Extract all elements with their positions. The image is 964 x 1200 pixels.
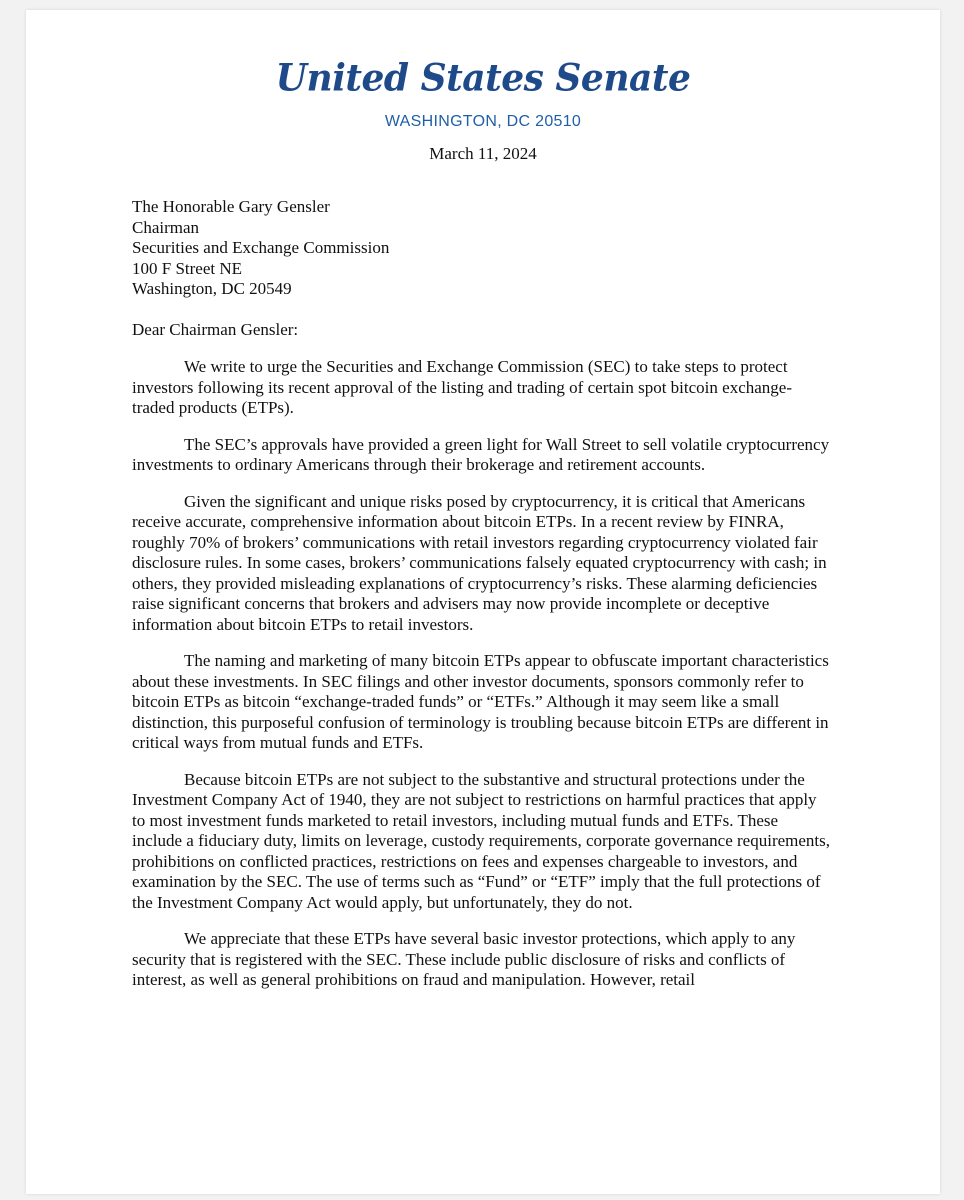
body-paragraph: Given the significant and unique risks posed by cryptocurrency, it is critical that Americans receive accurate, comprehensive information about bitcoin ETPs. In a recent review by FINRA, roughly 70% of brokers’ communications with retail investors regarding cryptocurrency violated fair disclosure rules. In some cases, brokers’ communications falsely equated cryptocurrency with cash; in others, they provided misleading explanations of cryptocurrency’s risks. These alarming deficiencies raise significant concerns that brokers and advisers may now provide incomplete or deceptive information about bitcoin ETPs to retail investors. xyxy=(132,491,827,634)
body-paragraph: We appreciate that these ETPs have several basic investor protections, which apply to any security that is registered with the SEC. These include public disclosure of risks and conflicts of interest, as well as general prohibitions on fraud and manipulation. However, retail xyxy=(132,929,796,989)
salutation: Dear Chairman Gensler: xyxy=(132,319,299,339)
recipient-address xyxy=(132,197,832,300)
senate-address: WASHINGTON, DC 20510 xyxy=(384,113,582,130)
recipient-line: Securities and Exchange Commission xyxy=(132,238,390,257)
letter-body xyxy=(132,197,832,991)
recipient-line: 100 F Street NE xyxy=(132,258,243,278)
body-paragraph: The naming and marketing of many bitcoin ETPs appear to obfuscate important characteristics about these investments. In SEC filings and other investor documents, sponsors commonly refer to bitcoin ETPs as bitcoin “exchange-traded funds” or “ETFs.” Although it may seem like a small distinction, this purposeful confusion of terminology is troubling because bitcoin ETPs are different in critical ways from mutual funds and ETFs. xyxy=(132,651,829,752)
recipient-line: Washington, DC 20549 xyxy=(132,279,292,298)
recipient-line: The Honorable Gary Gensler xyxy=(132,197,330,216)
letter-page xyxy=(26,10,940,1194)
letterhead xyxy=(26,55,940,164)
letter-date: March 11, 2024 xyxy=(429,144,537,163)
body-paragraph: The SEC’s approvals have provided a green light for Wall Street to sell volatile cryptocurrency investments to ordinary Americans through their brokerage and retirement accounts. xyxy=(132,434,830,474)
recipient-line: Chairman xyxy=(132,217,200,237)
body-paragraph: Because bitcoin ETPs are not subject to the substantive and structural protections under the Investment Company Act of 1940, they are not subject to restrictions on harmful practices that apply to most investment funds marketed to retail investors, including mutual funds and ETFs. These include a fiduciary duty, limits on leverage, custody requirements, corporate governance requirements, prohibitions on conflicted practices, restrictions on fees and expenses chargeable to investors, and examination by the SEC. The use of terms such as “Fund” or “ETF” imply that the full protections of the Investment Company Act would apply, but unfortunately, they do not. xyxy=(132,769,831,912)
body-paragraph: We write to urge the Securities and Exchange Commission (SEC) to take steps to protect investors following its recent approval of the listing and trading of certain spot bitcoin exchange-traded products (ETPs). xyxy=(132,357,792,417)
senate-wordmark: United States Senate xyxy=(275,55,691,101)
